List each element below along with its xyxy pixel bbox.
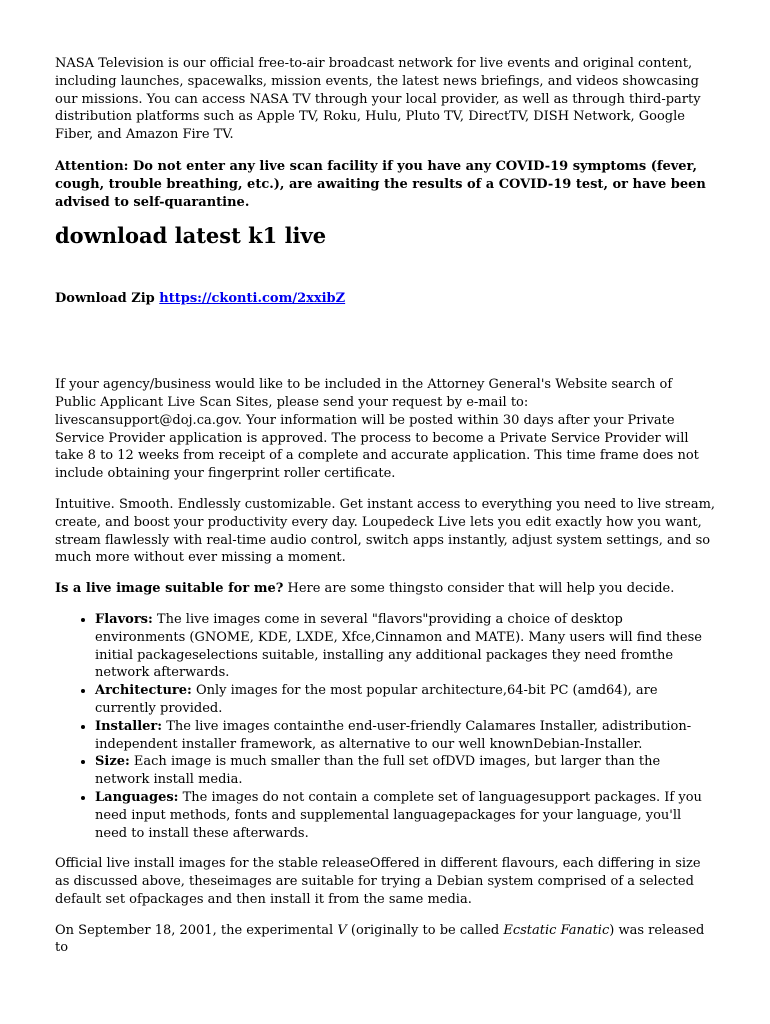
list-item-architecture [95,682,717,718]
list-item-text: Each image is much smaller than the full set ofDVD images, but larger than the network install media. [95,754,661,788]
list-item-text: The live images containthe end-user-friendly Calamares Installer, adistribution-independent installer framework, as alternative to our well knownDebian-Installer. [95,718,692,752]
september-paragraph [55,922,717,958]
list-item-term: Size: [95,754,130,770]
agency-paragraph: If your agency/business would like to be included in the Attorney General's Website search of Public Applicant Live Scan Sites, please send your request by e-mail to: livescansupport@doj.ca.gov. Your information will be posted within 30 days after your Private Service Provider application is approved. The process to become a Private Service Provider will take 8 to 12 weeks from receipt of a complete and accurate application. This time frame does not include obtaining your fingerprint roller certificate. [55,377,699,482]
list-item-term: Installer: [95,718,163,734]
list-item-text: The images do not contain a complete set of languagesupport packages. If you need input methods, fonts and supplemental languagepackages for your language, you'll need to install these afterwards. [95,789,702,841]
september-em-2: Ecstatic Fanatic [503,922,610,938]
question-rest: Here are some thingsto consider that will help you decide. [283,581,675,597]
september-text-1: On September 18, 2001, the experimental [55,922,338,938]
september-text-3: ) was released to [55,922,705,956]
download-link[interactable]: https://ckonti.com/2xxibZ [159,291,346,307]
list-item-size [95,753,717,789]
document-body [55,55,717,957]
question-paragraph [55,580,717,598]
loupedeck-paragraph: Intuitive. Smooth. Endlessly customizable. Get instant access to everything you need to live stream, create, and boost your productivity every day. Loupedeck Live lets you edit exactly how you want, stream flawlessly with real-time audio control, switch apps instantly, adjust system settings, and so much more without ever missing a moment. [55,496,716,566]
list-item-installer [95,718,717,754]
page-heading: download latest k1 live [55,223,327,249]
list-item-term: Architecture: [95,683,192,699]
list-item-text: The live images come in several "flavors"providing a choice of desktop environments (GNOME, KDE, LXDE, Xfce,Cinnamon and MATE). Many users will find these initial packageselections suitable, installing any additional packages they need fromthe network afterwards. [95,611,702,681]
list-item-term: Flavors: [95,611,153,627]
list-item-flavors [95,611,717,682]
consideration-list [55,611,717,842]
official-paragraph: Official live install images for the stable releaseOffered in different flavours, each differing in size as discussed above, theseimages are suitable for trying a Debian system comprised of a selected default set ofpackages and then install it from the same media. [55,856,701,907]
list-item-term: Languages: [95,789,179,805]
question-bold: Is a live image suitable for me? [55,581,284,597]
download-line [55,290,717,308]
attention-notice: Attention: Do not enter any live scan facility if you have any COVID-19 symptoms (fever, cough, trouble breathing, etc.), are awaiting the results of a COVID-19 test, or have been advised to self-quarantine. [55,158,706,210]
list-item-languages [95,789,717,842]
download-label: Download Zip [55,291,155,307]
september-em-1: V [337,922,347,938]
intro-paragraph: NASA Television is our official free-to-air broadcast network for live events and original content, including launches, spacewalks, mission events, the latest news briefings, and videos showcasing our missions. You can access NASA TV through your local provider, as well as through third-party distribution platforms such as Apple TV, Roku, Hulu, Pluto TV, DirectTV, DISH Network, Google Fiber, and Amazon Fire TV. [55,56,701,143]
list-item-text: Only images for the most popular architecture,64-bit PC (amd64), are currently provided. [95,683,658,716]
september-text-2: (originally to be called [346,922,504,938]
